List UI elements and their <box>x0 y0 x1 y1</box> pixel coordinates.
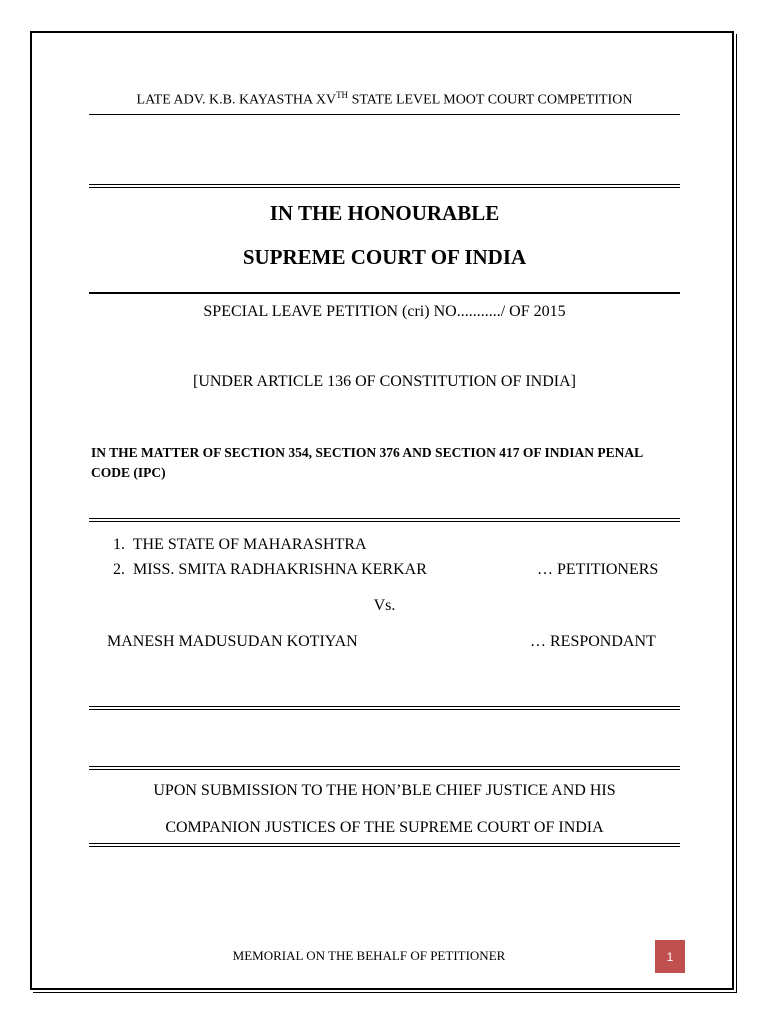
petition-article: [UNDER ARTICLE 136 OF CONSTITUTION OF INDIA] <box>192 373 576 390</box>
competition-title: LATE ADV. K.B. KAYASTHA XVTH STATE LEVEL MOOT COURT COMPETITION <box>136 90 633 108</box>
court-line-2: SUPREME COURT OF INDIA <box>242 245 527 269</box>
rule-parties-bottom-1 <box>89 706 680 707</box>
petitioner-2-number: 2. <box>113 561 125 578</box>
submission-line-2: COMPANION JUSTICES OF THE SUPREME COURT OF INDIA <box>165 819 604 836</box>
rule-parties-top-1 <box>89 518 680 519</box>
petitioner-1 <box>113 536 367 554</box>
petitioner-2 <box>113 561 427 579</box>
petitioner-1-name: THE STATE OF MAHARASHTRA <box>132 536 367 553</box>
header-rule <box>89 114 680 115</box>
rule-submission-top-1 <box>89 766 680 767</box>
court-line-1: IN THE HONOURABLE <box>269 201 500 225</box>
petitioners-label: … PETITIONERS <box>537 561 659 578</box>
court-rule <box>89 292 680 294</box>
respondent-name: MANESH MADUSUDAN KOTIYAN <box>107 633 358 650</box>
rule-submission-bottom-1 <box>89 843 680 844</box>
respondent-label: … RESPONDANT <box>530 633 656 650</box>
versus: Vs. <box>373 597 396 614</box>
page-number-badge: 1 <box>655 940 685 973</box>
rule-parties-top-2 <box>89 521 680 522</box>
petitioner-2-name: MISS. SMITA RADHAKRISHNA KERKAR <box>133 561 427 578</box>
rule-double-top-1 <box>89 184 680 185</box>
petitioner-1-number: 1. <box>113 536 125 553</box>
rule-parties-bottom-2 <box>89 709 680 710</box>
rule-submission-top-2 <box>89 769 680 770</box>
footer-text: MEMORIAL ON THE BEHALF OF PETITIONER <box>232 948 506 963</box>
rule-submission-bottom-2 <box>89 846 680 847</box>
submission-line-1: UPON SUBMISSION TO THE HON’BLE CHIEF JUSTICE AND HIS <box>153 782 616 799</box>
matter-statement: IN THE MATTER OF SECTION 354, SECTION 376 AND SECTION 417 OF INDIAN PENAL CODE (IPC) <box>91 445 643 480</box>
petition-number: SPECIAL LEAVE PETITION (cri) NO.........../ OF 2015 <box>203 303 566 320</box>
rule-double-top-2 <box>89 187 680 188</box>
